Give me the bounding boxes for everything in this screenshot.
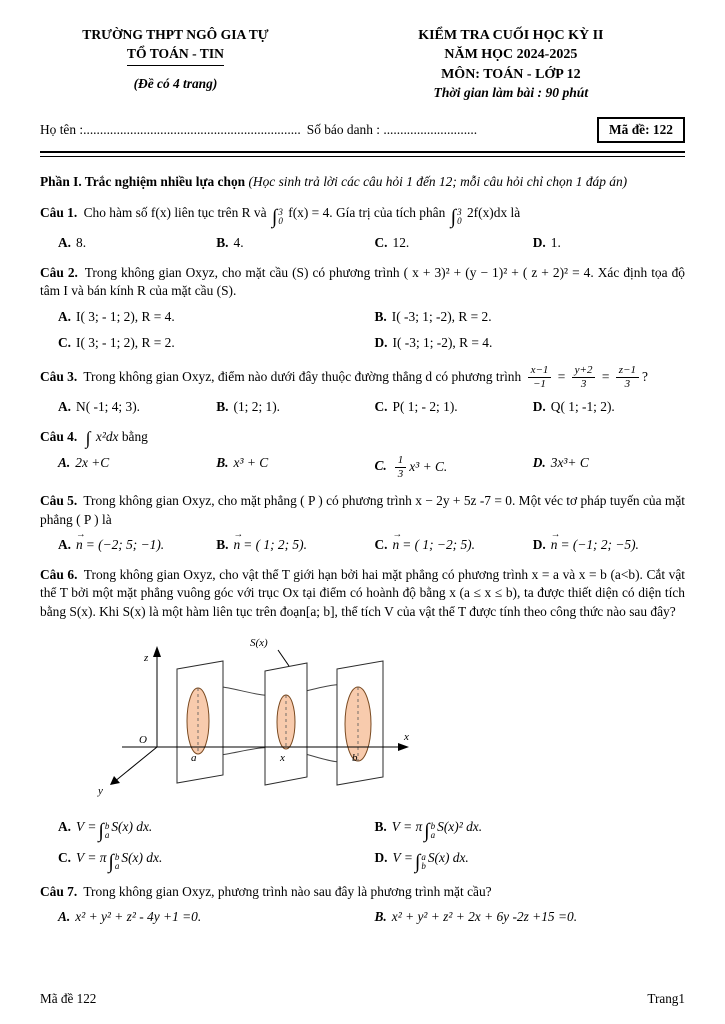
figure-container (82, 633, 685, 811)
option-text: = (−1; 2; −5). (560, 537, 639, 553)
student-name-line: Họ tên :................................................................. (40, 121, 301, 137)
option-key: B. (216, 235, 229, 251)
header-divider (40, 151, 685, 157)
y-axis (114, 747, 157, 782)
option-prefix: V = (392, 849, 413, 865)
option-key: B. (374, 818, 387, 834)
option-text: Q( 1; -1; 2). (550, 399, 615, 415)
question-6 (40, 566, 685, 872)
option-text: P( 1; - 2; 1). (392, 399, 458, 415)
question-4-stem (40, 428, 685, 447)
option-text: (1; 2; 1). (233, 399, 281, 415)
option-d (375, 849, 686, 872)
option-text: 1. (550, 235, 561, 251)
option-a (58, 454, 210, 481)
vector-letter: n (76, 537, 83, 553)
q1-text-3: 2f(x)dx là (466, 205, 521, 221)
exam-header (40, 26, 685, 103)
option-c (375, 454, 527, 481)
integral-limits (456, 207, 462, 227)
school-year: NĂM HỌC 2024-2025 (444, 47, 578, 63)
option-key: A. (58, 537, 72, 553)
question-6-options (40, 818, 685, 872)
question-3-options (40, 398, 685, 417)
option-b (375, 818, 686, 841)
question-6-label: Câu 6. (40, 566, 78, 582)
option-key: C. (58, 849, 72, 865)
q5-text: Trong không gian Oxyz, cho mặt phẳng ( P ) có phương trình x − 2y + 5z -7 = 0. Một véc tơ pháp tuyến của mặt phẳng ( P ) là (40, 493, 685, 527)
option-key: D. (532, 235, 546, 251)
integral-icon: ∫ (450, 206, 457, 229)
option-prefix: V = (76, 818, 97, 834)
option-prefix: V = π (76, 849, 107, 865)
integral-icon: ∫ (424, 819, 430, 842)
pages-note: (Đề có 4 trang) (133, 75, 218, 91)
y-axis-arrow (110, 776, 120, 785)
x-axis-arrow (398, 743, 409, 751)
fraction (528, 364, 552, 391)
vector-n (550, 528, 560, 555)
option-b (216, 398, 368, 417)
page-footer (40, 990, 685, 1008)
option-d (533, 234, 685, 253)
option-key: D. (532, 537, 546, 553)
option-text: 4. (233, 235, 244, 251)
q1-text-2: f(x) = 4. Gía trị của tích phân (288, 205, 446, 221)
integral-lower: a (114, 860, 120, 871)
origin-label: O (139, 734, 147, 747)
part1-title: Phần I. Trắc nghiệm nhiều lựa chọn (40, 173, 246, 189)
exam-title: KIỂM TRA CUỐI HỌC KỲ II (418, 28, 604, 43)
option-c (58, 849, 369, 872)
vector-letter: n (550, 537, 558, 553)
fraction (572, 364, 596, 391)
option-text: N( -1; 4; 3). (76, 399, 140, 415)
solid-cross-section-figure (82, 633, 417, 805)
option-text: x³ + C (233, 454, 269, 470)
integral-expression (415, 852, 426, 872)
fraction-denominator: −1 (533, 377, 546, 390)
exam-code-box: Mã đề: 122 (597, 117, 685, 144)
option-a (58, 818, 369, 841)
school-block (40, 26, 311, 103)
question-1-label: Câu 1. (40, 205, 78, 221)
option-text: 8. (76, 235, 87, 251)
q1-text-1: Cho hàm số f(x) liên tục trên R và (83, 205, 267, 221)
question-3 (40, 364, 685, 417)
student-number-line: Số báo danh : ............................ (306, 121, 478, 137)
vector-letter: n (392, 537, 400, 553)
question-1 (40, 204, 685, 253)
option-key: C. (374, 458, 387, 474)
vector-letter: n (233, 537, 241, 553)
option-suffix: S(x)² dx. (437, 818, 483, 834)
integral-icon: ∫ (108, 850, 114, 873)
question-1-stem (40, 204, 685, 227)
integral-icon: ∫ (98, 819, 104, 842)
option-suffix: S(x) dx. (427, 849, 469, 865)
question-5-label: Câu 5. (40, 493, 78, 509)
integral-expression (451, 207, 462, 227)
fraction-numerator: x−1 (528, 364, 552, 378)
exam-title-block (337, 26, 685, 103)
option-key: D. (374, 335, 388, 351)
question-2-label: Câu 2. (40, 264, 78, 280)
vector-arrow-icon: → (76, 528, 85, 540)
integral-expression (108, 852, 119, 872)
option-key: B. (216, 399, 229, 415)
option-b (216, 454, 368, 481)
department-name: TỔ TOÁN - TIN (127, 45, 224, 66)
option-text: I( 3; - 1; 2), R = 4. (76, 308, 175, 324)
tick-label-x: x (280, 752, 285, 765)
question-2 (40, 264, 685, 353)
option-prefix: V = π (391, 818, 423, 834)
integral-limits (420, 852, 426, 872)
integral-lower: b (421, 860, 426, 871)
z-axis-arrow (153, 646, 161, 657)
option-key: D. (532, 399, 546, 415)
option-a (58, 908, 369, 927)
integral-lower: 0 (457, 216, 462, 227)
student-info-row (40, 117, 685, 144)
option-text: 3x³+ C (550, 454, 589, 470)
footer-exam-code: Mã đề 122 (40, 990, 97, 1006)
integral-limits (430, 821, 436, 841)
q4-text: bằng (121, 428, 148, 444)
z-axis-label: z (144, 652, 149, 665)
option-key: A. (58, 454, 71, 470)
option-suffix: S(x) dx. (121, 849, 163, 865)
option-key: C. (374, 399, 388, 415)
section-area-label: S(x) (250, 637, 268, 650)
option-key: B. (216, 454, 229, 470)
integral-upper: a (421, 851, 426, 862)
integral-icon: ∫ (414, 850, 421, 873)
footer-page-number: Trang1 (647, 990, 685, 1006)
equals-sign: = (557, 368, 566, 384)
fraction-denominator: 3 (397, 467, 404, 480)
question-4-options (40, 454, 685, 481)
fraction-denominator: 3 (624, 377, 631, 390)
subject-line: MÔN: TOÁN - LỚP 12 (441, 66, 581, 82)
option-d (532, 528, 685, 555)
option-text: x² + y² + z² - 4y +1 =0. (75, 909, 202, 925)
option-text: x² + y² + z² + 2x + 6y -2z +15 =0. (391, 909, 578, 925)
integral-limits (277, 207, 283, 227)
integral-lower: a (430, 829, 436, 840)
integral-upper: b (430, 820, 436, 831)
option-c (374, 528, 527, 555)
y-axis-label: y (98, 785, 103, 798)
question-7-stem (40, 883, 685, 902)
department-wrap (40, 45, 311, 66)
option-a (58, 234, 210, 253)
option-suffix: S(x) dx. (111, 818, 153, 834)
option-d (533, 454, 685, 481)
integral-lower: 0 (278, 216, 283, 227)
option-a (58, 528, 210, 555)
integral-expression (424, 821, 435, 841)
option-a (58, 308, 369, 327)
q7-text: Trong không gian Oxyz, phương trình nào sau đây là phương trình mặt cầu? (83, 883, 492, 899)
q3-text-2: ? (641, 368, 648, 384)
fraction-denominator: 3 (580, 377, 587, 390)
question-3-stem (40, 364, 685, 391)
fraction (616, 364, 639, 391)
option-c (58, 334, 369, 353)
question-7-label: Câu 7. (40, 883, 78, 899)
question-3-label: Câu 3. (40, 368, 78, 384)
integral-expression (272, 207, 283, 227)
option-key: B. (374, 909, 387, 925)
question-5 (40, 492, 685, 555)
question-4 (40, 428, 685, 481)
question-2-stem (40, 264, 685, 301)
option-key: A. (58, 308, 72, 324)
integral-icon: ∫ (85, 427, 91, 448)
q6-text: Trong không gian Oxyz, cho vật thể T giới hạn bởi hai mặt phẳng có phương trình x = a và x = b (a<b). Cắt vật thể T bởi một mặt phẳng vuông góc với trục Ox tại điểm có hoành độ bằng x (a ≤ x ≤ b), ta được thiết diện có diện tích bằng S(x). Khi S(x) là một hàm liên tục trên đoạn[a; b], thể tích V của vật thể T được tính theo công thức nào sau đây? (40, 566, 685, 619)
fraction-numerator: 1 (395, 454, 407, 468)
vector-arrow-icon: → (392, 528, 402, 540)
option-d (533, 398, 685, 417)
question-2-options (40, 308, 685, 353)
option-key: A. (58, 235, 72, 251)
tick-label-b: b (352, 752, 358, 765)
integral-lower: a (104, 829, 110, 840)
question-7 (40, 883, 685, 927)
question-1-options (40, 234, 685, 253)
option-key: B. (216, 537, 229, 553)
x-axis-label: x (404, 731, 409, 744)
vector-n (392, 528, 402, 555)
fraction-numerator: z−1 (616, 364, 639, 378)
option-key: C. (374, 235, 388, 251)
option-key: D. (532, 454, 546, 470)
section-label-pointer (278, 650, 289, 666)
integral-limits (114, 852, 120, 872)
integral-upper: b (104, 820, 110, 831)
option-text: 12. (392, 235, 410, 251)
q2-text: Trong không gian Oxyz, cho mặt cầu (S) có phương trình ( x + 3)² + (y − 1)² + ( z + 2)² = 4. Xác định tọa độ tâm I và bán kính R của mặt cầu (S). (40, 264, 685, 299)
integral-expression (98, 821, 109, 841)
vector-n (76, 528, 85, 555)
part1-heading (40, 173, 685, 192)
option-key: B. (374, 308, 387, 324)
option-key: A. (58, 818, 72, 834)
vector-arrow-icon: → (550, 528, 560, 540)
question-5-options (40, 528, 685, 555)
option-c (375, 398, 527, 417)
option-text: I( -3; 1; -2), R = 4. (392, 335, 493, 351)
option-text: x³ + C. (409, 458, 448, 474)
option-b (375, 308, 686, 327)
question-6-stem (40, 566, 685, 622)
option-key: A. (58, 909, 71, 925)
vector-arrow-icon: → (233, 528, 243, 540)
fraction-numerator: y+2 (572, 364, 596, 378)
question-4-label: Câu 4. (40, 428, 78, 444)
option-c (375, 234, 527, 253)
option-text: = ( 1; 2; 5). (243, 537, 307, 553)
question-7-options (40, 908, 685, 927)
q3-text-1: Trong không gian Oxyz, điểm nào dưới đây thuộc đường thẳng d có phương trình (83, 368, 522, 384)
option-text: 2x +C (75, 454, 110, 470)
option-text: = ( 1; −2; 5). (402, 537, 475, 553)
option-a (58, 398, 210, 417)
option-text: I( 3; - 1; 2), R = 2. (76, 335, 175, 351)
integral-icon: ∫ (271, 206, 278, 229)
duration-line: Thời gian làm bài : 90 phút (433, 84, 589, 100)
option-d (375, 334, 686, 353)
integral-upper: b (114, 851, 120, 862)
option-text: = (−2; 5; −1). (85, 537, 165, 553)
integral-limits (104, 821, 110, 841)
option-b (216, 234, 368, 253)
option-key: A. (58, 399, 72, 415)
equals-sign: = (601, 368, 610, 384)
option-b (216, 528, 368, 555)
integral-upper: 3 (457, 207, 462, 218)
question-5-stem (40, 492, 685, 529)
option-text: I( -3; 1; -2), R = 2. (391, 308, 492, 324)
option-key: C. (374, 537, 388, 553)
fraction (395, 454, 407, 481)
option-key: D. (374, 849, 388, 865)
option-key: C. (58, 335, 72, 351)
integral-upper: 3 (278, 207, 283, 218)
part1-note: (Học sinh trả lời các câu hỏi 1 đến 12; mỗi câu hỏi chỉ chọn 1 đáp án) (248, 173, 628, 189)
tick-label-a: a (191, 752, 197, 765)
school-name: TRƯỜNG THPT NGÔ GIA TỰ (82, 27, 269, 42)
option-b (375, 908, 686, 927)
q4-math: x²dx (95, 428, 119, 444)
vector-n (233, 528, 243, 555)
